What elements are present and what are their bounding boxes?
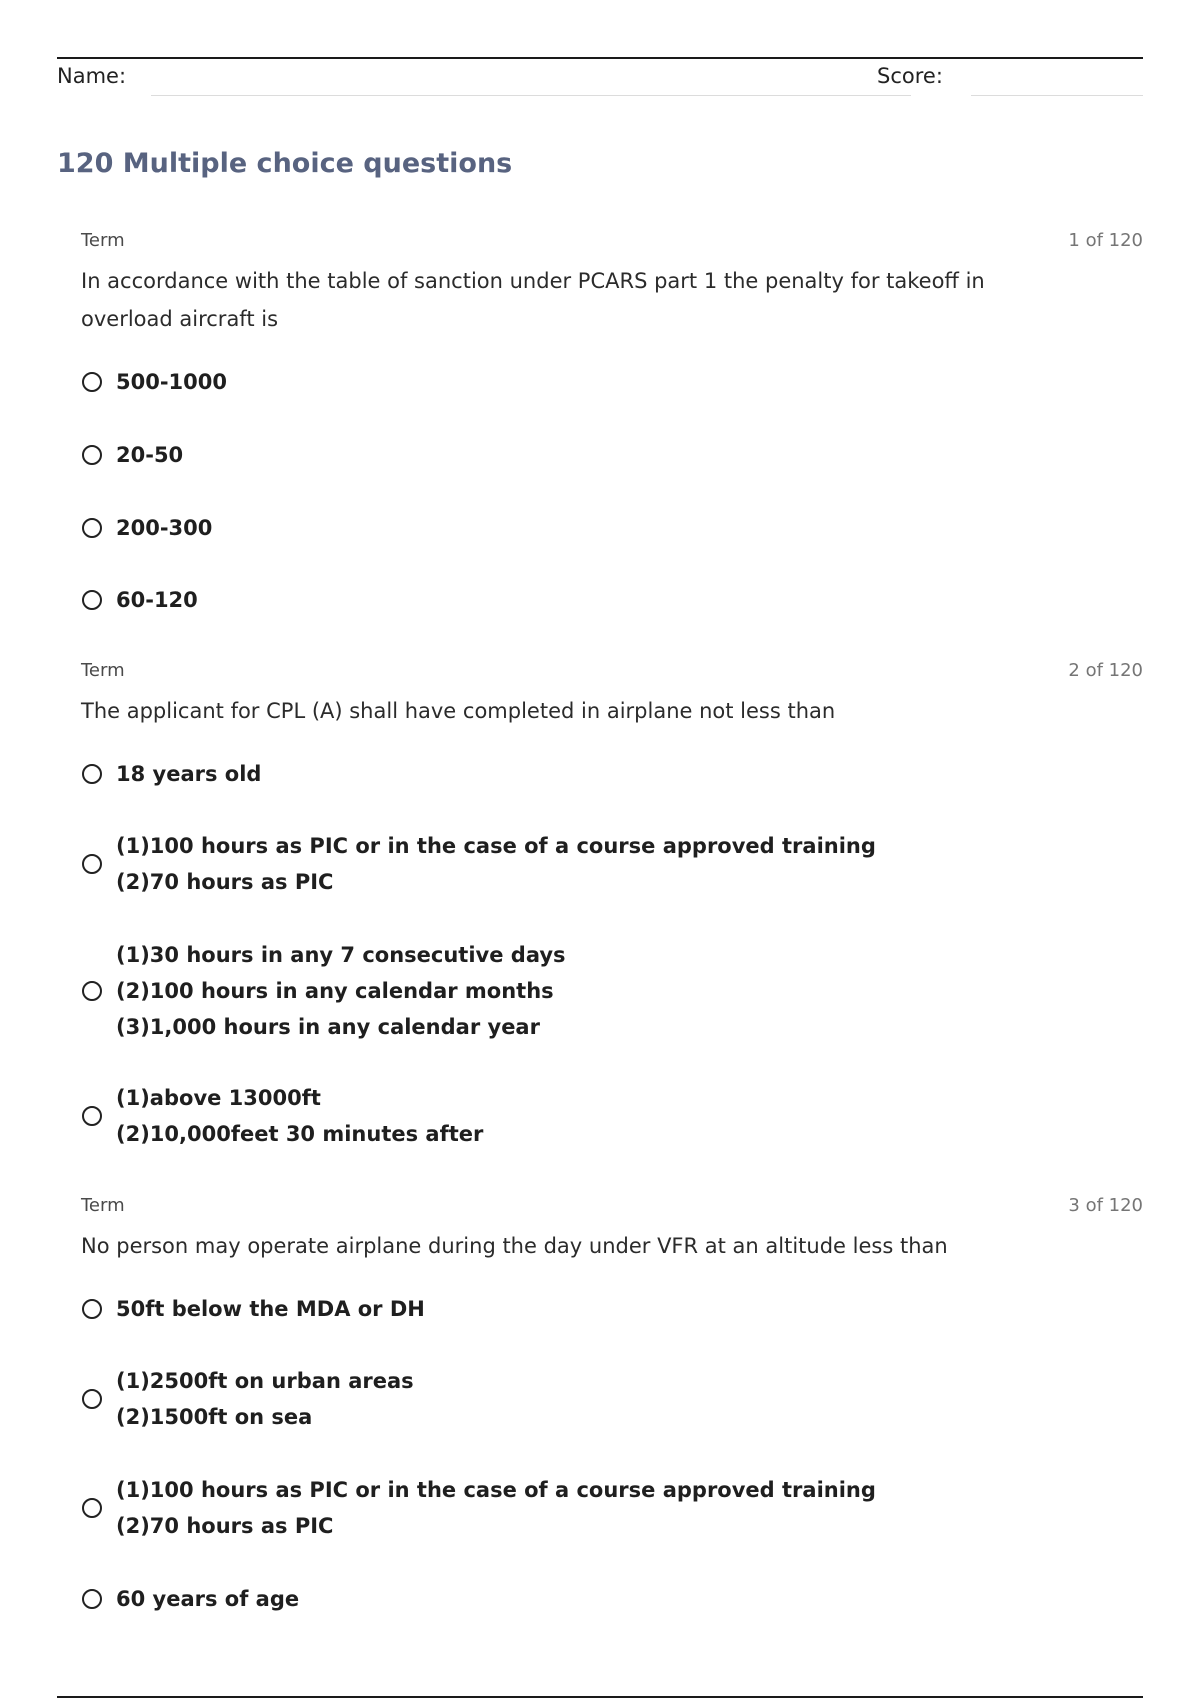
- question-text: No person may operate airplane during the day under VFR at an altitude less than: [81, 1234, 948, 1258]
- term-label: Term: [81, 1195, 125, 1216]
- question-text: The applicant for CPL (A) shall have completed in airplane not less than: [81, 699, 836, 723]
- name-label: Name:: [57, 64, 127, 88]
- page-title: 120 Multiple choice questions: [57, 148, 513, 179]
- radio-button[interactable]: [82, 1389, 102, 1409]
- radio-button[interactable]: [82, 518, 102, 538]
- question-text: In accordance with the table of sanction under PCARS part 1 the penalty for takeoff in overload aircraft is: [81, 269, 985, 331]
- question-counter: 2 of 120: [1068, 660, 1143, 681]
- option-4[interactable]: (1)above 13000ft (2)10,000feet 30 minutes after: [81, 1080, 483, 1152]
- option-3[interactable]: 200-300: [81, 510, 212, 546]
- option-3[interactable]: (1)100 hours as PIC or in the case of a course approved training (2)70 hours as PIC: [81, 1472, 876, 1544]
- radio-button[interactable]: [82, 764, 102, 784]
- question-1: [81, 230, 1143, 630]
- question-counter: 3 of 120: [1068, 1195, 1143, 1216]
- option-3[interactable]: (1)30 hours in any 7 consecutive days (2)100 hours in any calendar months (3)1,000 hours in any calendar year: [81, 937, 566, 1045]
- option-4[interactable]: 60 years of age: [81, 1581, 299, 1617]
- option-1[interactable]: 18 years old: [81, 756, 261, 792]
- name-field[interactable]: [151, 95, 911, 96]
- radio-button[interactable]: [82, 854, 102, 874]
- score-field[interactable]: [971, 95, 1143, 96]
- option-2[interactable]: 20-50: [81, 437, 183, 473]
- radio-button[interactable]: [82, 1299, 102, 1319]
- radio-button[interactable]: [82, 1589, 102, 1609]
- question-2: [81, 660, 1143, 1160]
- option-4[interactable]: 60-120: [81, 582, 198, 618]
- option-1[interactable]: 50ft below the MDA or DH: [81, 1291, 425, 1327]
- score-label: Score:: [877, 64, 943, 88]
- question-3: [81, 1195, 1143, 1635]
- option-1[interactable]: 500-1000: [81, 364, 227, 400]
- radio-button[interactable]: [82, 1106, 102, 1126]
- worksheet-page: [57, 0, 1143, 1700]
- question-counter: 1 of 120: [1068, 230, 1143, 251]
- radio-button[interactable]: [82, 590, 102, 610]
- term-label: Term: [81, 660, 125, 681]
- bottom-rule: [57, 1696, 1143, 1698]
- term-label: Term: [81, 230, 125, 251]
- radio-button[interactable]: [82, 1498, 102, 1518]
- radio-button[interactable]: [82, 981, 102, 1001]
- option-2[interactable]: (1)100 hours as PIC or in the case of a course approved training (2)70 hours as PIC: [81, 828, 876, 900]
- top-rule: [57, 57, 1143, 59]
- option-2[interactable]: (1)2500ft on urban areas (2)1500ft on sea: [81, 1363, 414, 1435]
- radio-button[interactable]: [82, 445, 102, 465]
- radio-button[interactable]: [82, 372, 102, 392]
